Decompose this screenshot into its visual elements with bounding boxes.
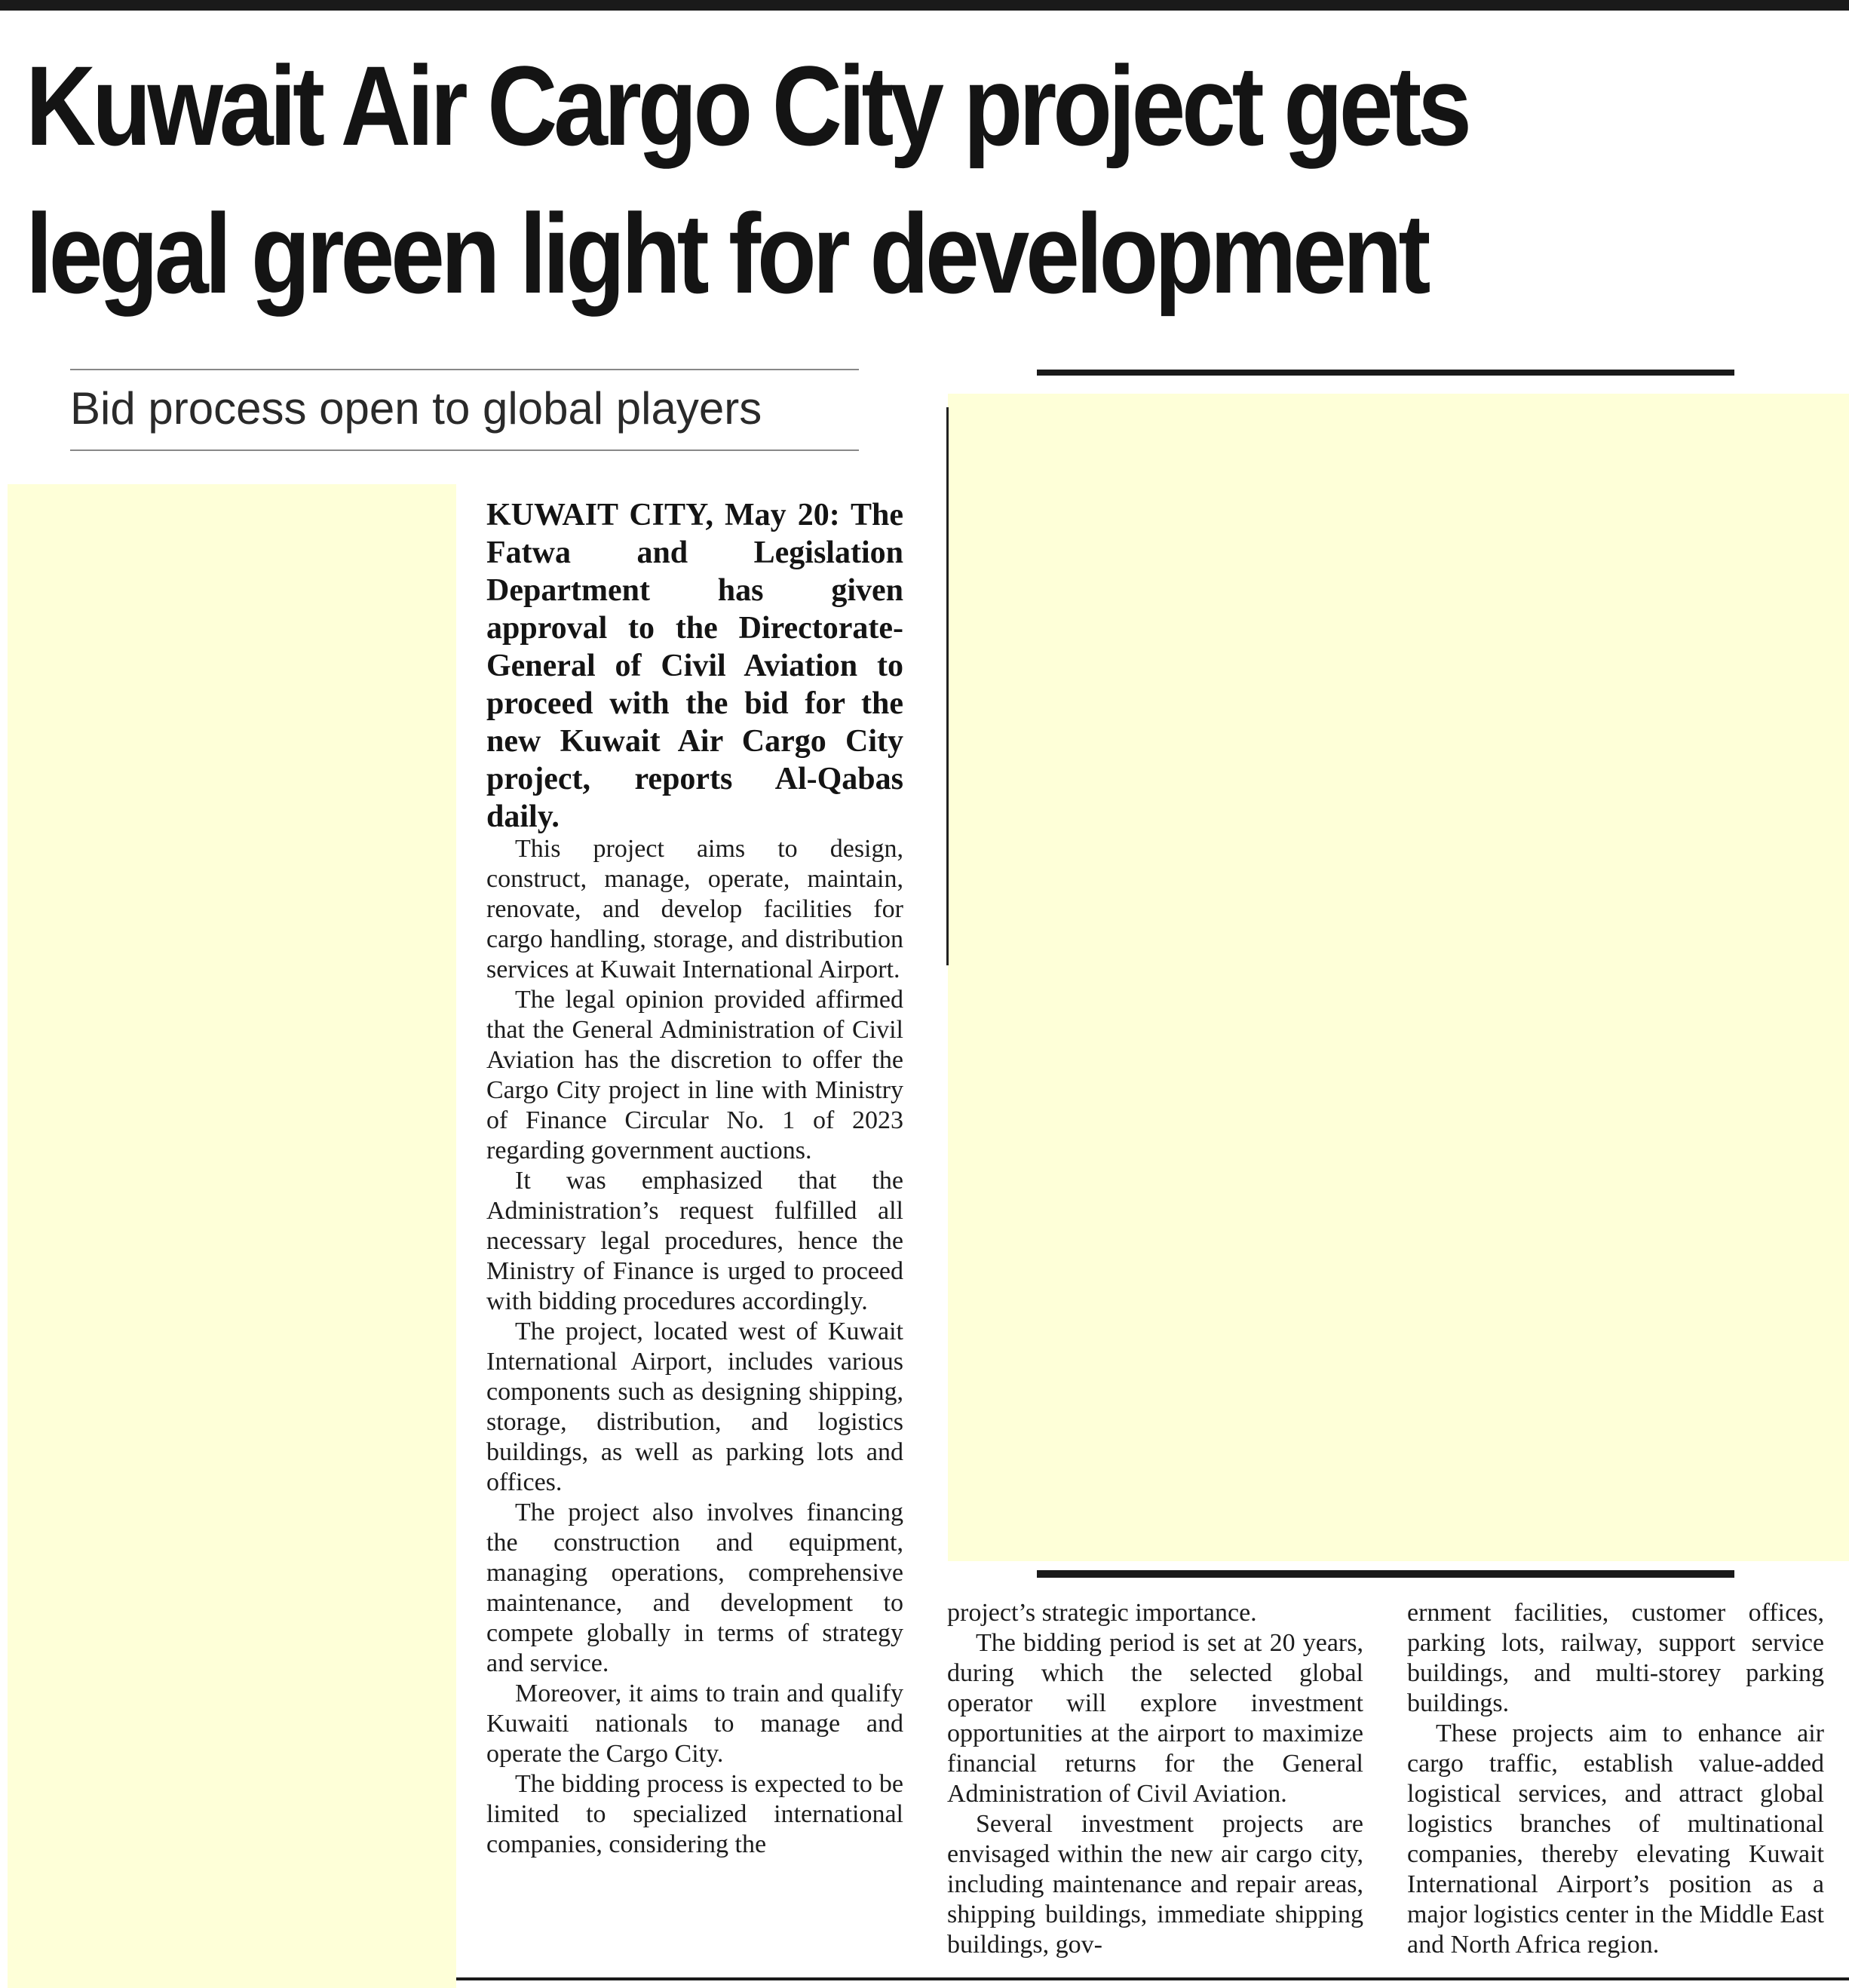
headline-line-1: Kuwait Air Cargo City project gets <box>26 42 1468 169</box>
bottom-rule <box>456 1977 1849 1980</box>
paragraph: The project also involves financing the construction and equipment, managing operations, comprehensive maintenance, and development to compete globally in terms of strategy and service. <box>486 1499 903 1677</box>
paragraph: This project aims to design, construct, manage, operate, maintain, renovate, and develop facilities for cargo handling, storage, and distribution services at Kuwait International Airport. <box>486 835 903 983</box>
lead-paragraph: KUWAIT CITY, May 20: The Fatwa and Legislation Department has given approval to the Directorate-General of Civil Aviation to proceed with the bid for the new Kuwait Air Cargo City project, reports Al-Qabas daily. <box>486 498 903 834</box>
paragraph-continued: project’s strategic importance. <box>947 1599 1257 1627</box>
headline <box>26 32 1582 327</box>
paragraph: The legal opinion provided affirmed that the General Administration of Civil Aviation has the discretion to offer the Cargo City project in line with Ministry of Finance Circular No. 1 of 2023 regarding government auctions. <box>486 986 903 1164</box>
paragraph: The project, located west of Kuwait International Airport, includes various components such as designing shipping, storage, distribution, and logistics buildings, as well as parking lots and offices. <box>486 1318 903 1496</box>
subhead-top-rule <box>70 369 859 370</box>
photo-edge-line <box>946 407 949 965</box>
article-column-1 <box>486 834 903 1860</box>
article-column-3 <box>1407 1598 1824 1960</box>
left-ad-block <box>8 484 456 1988</box>
article-column-2 <box>947 1598 1363 1960</box>
paragraph: It was emphasized that the Administration’s request fulfilled all necessary legal procedures, hence the Ministry of Finance is urged to proceed with bidding procedures accordingly. <box>486 1167 903 1315</box>
photo-bottom-rule <box>1037 1570 1734 1578</box>
paragraph: These projects aim to enhance air cargo traffic, establish value-added logistical services, and attract global logistics branches of multinational companies, thereby elevating Kuwait International Airport’s position as a major logistics center in the Middle East and North Africa region. <box>1407 1720 1824 1959</box>
paragraph: The bidding period is set at 20 years, during which the selected global operator will explore investment opportunities at the airport to maximize financial returns for the General Administration of Civil Aviation. <box>947 1629 1363 1808</box>
subheadline: Bid process open to global players <box>70 383 762 434</box>
top-rule <box>0 0 1849 11</box>
paragraph: The bidding process is expected to be limited to specialized international companies, considering the <box>486 1770 903 1858</box>
photo-top-rule <box>1037 370 1734 376</box>
paragraph: Moreover, it aims to train and qualify Kuwaiti nationals to manage and operate the Cargo City. <box>486 1680 903 1768</box>
paragraph: Several investment projects are envisaged within the new air cargo city, including maintenance and repair areas, shipping buildings, immediate shipping buildings, gov- <box>947 1810 1363 1959</box>
headline-line-2: legal green light for development <box>26 190 1427 317</box>
subhead-bottom-rule <box>70 449 859 451</box>
paragraph-continued: ernment facilities, customer offices, parking lots, railway, support service buildings, and multi-storey parking buildings. <box>1407 1599 1824 1717</box>
right-ad-block <box>948 394 1849 1561</box>
